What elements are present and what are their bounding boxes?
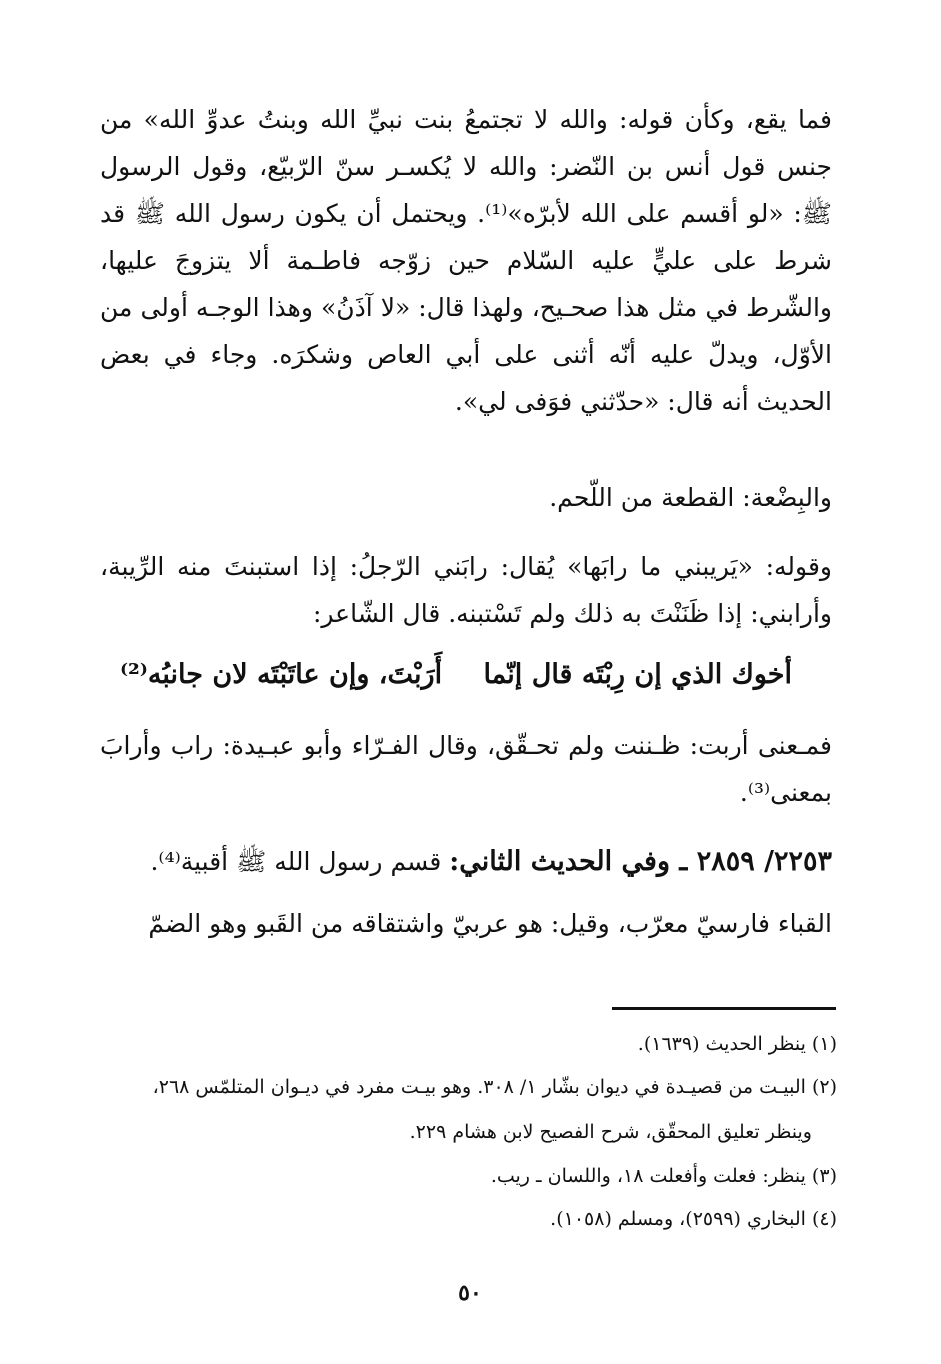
paragraph-commentary: فما يقع، وكأن قوله: والله لا تجتمعُ بنت نبيِّ الله وبنتُ عدوِّ الله» من جنس قول أنس بن النّضر: والله لا يُكسـر سنّ الرّبيّع، وقول الرسول ﷺ: «لو أقسم على الله لأبرّه»⁽¹⁾. ويحتمل أن يكون رسول الله ﷺ قد شرط على عليٍّ عليه السّلام حين زوّجه فاطـمة ألا يتزوجَ عليها، والشّرط في مثل هذا صحـيح، ولهذا قال: «لا آذَنُ» وهذا الوجـه أولى من الأوّل، ويدلّ عليه أنّه أثنى على أبي العاص وشكرَه. وجاء في بعض الحديث أنه قال: «حدّثني فوَفى لي».: [100, 105, 832, 416]
poetry-verse: [120, 655, 792, 695]
hadith-heading: [100, 842, 832, 882]
footnote-separator: [612, 1007, 836, 1010]
footnote-2: (٢) البيـت من قصيـدة في ديوان بشّار ١/ ٣٠٨. وهو بيـت مفرد في ديـوان المتلمّس ٢٦٨،: [152, 1076, 837, 1098]
paragraph-yaribuni: وقوله: «يَريبني ما رابَها» يُقال: رابَني الرّجلُ: إذا استبنتَ منه الرِّيبة، وأرابني: إذا ظَنَنْتَ به ذلك ولم تَسْتبنه. قال الشّاعر:: [100, 552, 832, 628]
hadith-text: قسم رسول الله ﷺ أقبية⁽⁴⁾.: [150, 847, 442, 876]
paragraph-bidaa-definition: والبِضْعة: القطعة من اللّحم.: [549, 483, 832, 512]
hadith-number: ٢٢٥٣/ ٢٨٥٩ ـ وفي الحديث الثاني:: [449, 846, 832, 877]
footnote-1: (١) ينظر الحديث (١٦٣٩).: [637, 1033, 837, 1055]
paragraph-qaba: القباء فارسيّ معرّب، وقيل: هو عربيّ واشتقاقه من القَبو وهو الضمّ: [148, 909, 832, 938]
footnote-4: (٤) البخاري (٢٥٩٩)، ومسلم (١٠٥٨).: [550, 1208, 837, 1230]
paragraph-arabta-meaning: فمـعنى أربت: ظـننت ولم تحـقّق، وقال الفـرّاء وأبو عبـيدة: راب وأرابَ بمعنى⁽³⁾.: [100, 731, 832, 807]
verse-first-hemistich: أخوك الذي إن رِبْتَه قال إنّما: [483, 659, 792, 690]
verse-second-hemistich: أَرَبْتَ، وإن عاتَبْتَه لان جانبُه⁽²⁾: [120, 659, 443, 690]
page-number: ٥٠: [458, 1280, 482, 1306]
footnote-2-continued: وينظر تعليق المحقّق، شرح الفصيح لابن هشام ٢٢٩.: [409, 1121, 812, 1143]
footnote-3: (٣) ينظر: فعلت وأفعلت ١٨، واللسان ـ ريب.: [490, 1165, 837, 1187]
